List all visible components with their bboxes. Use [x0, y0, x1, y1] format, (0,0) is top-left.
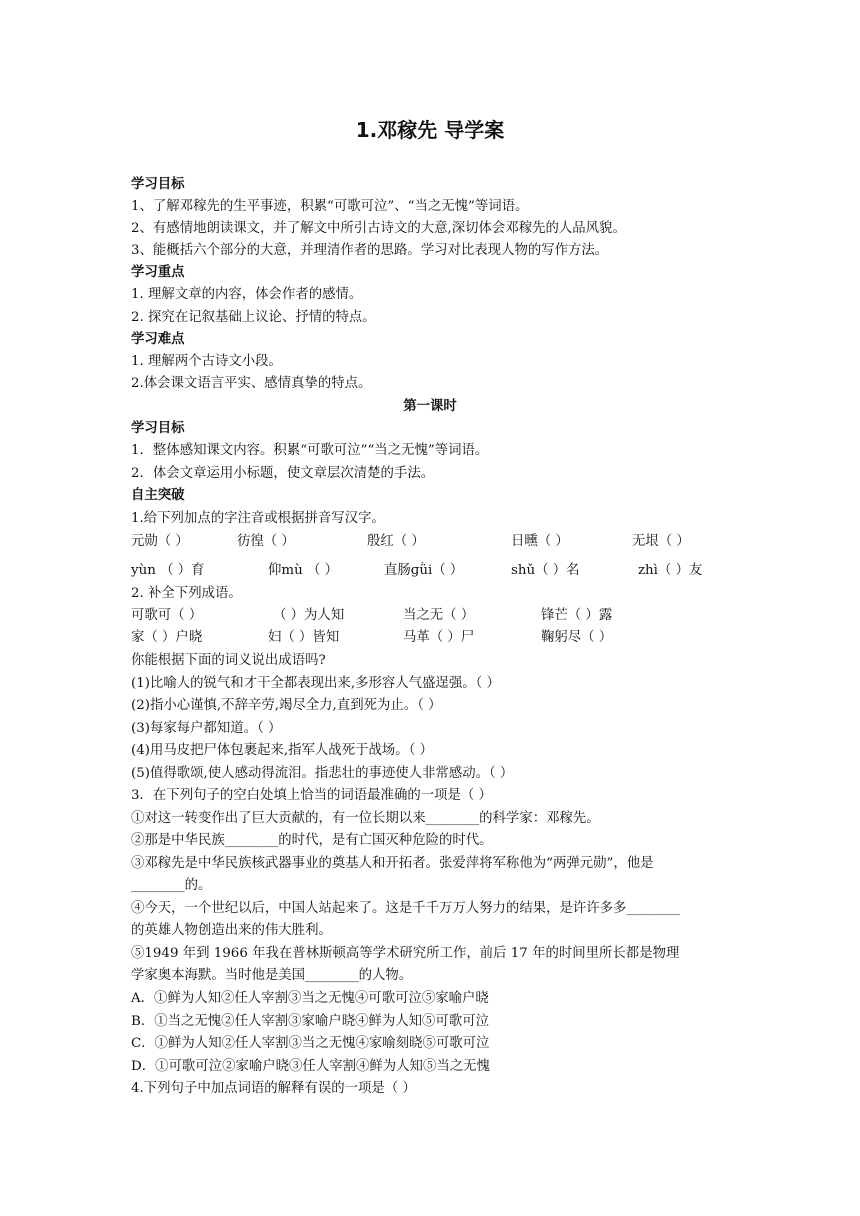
pinyin-item: 无垠（ ） — [632, 534, 690, 549]
self-heading: 自主突破 — [131, 488, 185, 503]
definition-line: (4)用马皮把尸体包裹起来,指军人战死于战场。（ ） — [131, 743, 433, 758]
page-title: 1.邓稼先 导学案 — [355, 118, 505, 142]
difficult-point: 2.体会课文语言平实、感情真挚的特点。 — [131, 376, 372, 391]
q3-item: ②那是中华民族________的时代，是有亡国灭种危险的时代。 — [131, 833, 493, 848]
option-b: B．①当之无愧②任人宰割③家喻户晓④鲜为人知⑤可歌可泣 — [131, 1014, 489, 1029]
goal-line: 3、能概括六个部分的大意，并理清作者的思路。学习对比表现人物的写作方法。 — [131, 243, 609, 258]
key-point: 2. 探究在记叙基础上议论、抒情的特点。 — [131, 310, 376, 325]
pinyin-item: yùn （ ）育 — [131, 563, 205, 578]
goal-line: 1、了解邓稼先的生平事迹，积累“可歌可泣”、“当之无愧”等词语。 — [131, 199, 529, 214]
question-2: 2. 补全下列成语。 — [131, 586, 242, 601]
idiom-item: 可歌可（ ） — [131, 608, 203, 623]
key-point: 1. 理解文章的内容，体会作者的感情。 — [131, 287, 363, 302]
definition-line: (2)指小心谨慎,不辞辛劳,竭尽全力,直到死为止。（ ） — [131, 698, 442, 713]
option-d: D．①可歌可泣②家喻户晓③任人宰割④鲜为人知⑤当之无愧 — [131, 1059, 490, 1074]
lesson-heading: 第一课时 — [403, 399, 457, 414]
question-4: 4.下列句子中加点词语的解释有误的一项是（ ） — [131, 1081, 416, 1096]
option-a: A．①鲜为人知②任人宰割③当之无愧④可歌可泣⑤家喻户晓 — [131, 991, 489, 1006]
definition-line: (5)值得歌颂,使人感动得流泪。指悲壮的事迹使人非常感动。（ ） — [131, 766, 514, 781]
q3-item: ①对这一转变作出了巨大贡献的，有一位长期以来________的科学家：邓稼先。 — [131, 811, 600, 826]
q3-item: ④今天，一个世纪以后，中国人站起来了。这是千千万万人努力的结果，是许许多多________ — [131, 901, 681, 916]
pinyin-item: shǔ（ ）名 — [511, 563, 580, 578]
q3-item: 学家奥本海默。当时他是美国________的人物。 — [131, 968, 413, 983]
definition-line: (1)比喻人的锐气和才干全都表现出来,多形容人气盛逞强。（ ） — [131, 676, 500, 691]
pinyin-item: 殷红（ ） — [367, 534, 425, 549]
q3-item: ________的。 — [131, 878, 212, 893]
q3-item: 的英雄人物创造出来的伟大胜利。 — [131, 923, 332, 938]
lesson-goals-heading: 学习目标 — [131, 421, 185, 436]
pinyin-item: 直肠ɡǜi（ ） — [384, 563, 464, 578]
option-c: C．①鲜为人知②任人宰割③当之无愧④家喻刻晓⑤可歌可泣 — [131, 1036, 490, 1051]
definition-line: (3)每家每户都知道。（ ） — [131, 721, 282, 736]
goals-heading: 学习目标 — [131, 177, 185, 192]
pinyin-item: zhì（ ）友 — [638, 563, 703, 578]
pinyin-item: 元勋（ ） — [131, 534, 189, 549]
question-3: 3．在下列句子的空白处填上恰当的词语最准确的一项是（ ） — [131, 788, 492, 803]
pinyin-item: 日曛（ ） — [511, 534, 569, 549]
idiom-item: 妇（ ）皆知 — [268, 630, 340, 645]
goal-line: 2、有感情地朗读课文，并了解文中所引古诗文的大意,深切体会邓稼先的人品风貌。 — [131, 221, 626, 236]
pinyin-item: 彷徨（ ） — [237, 534, 295, 549]
lesson-goal: 1．整体感知课文内容。积累“可歌可泣”“当之无愧”等词语。 — [131, 443, 489, 458]
q3-item: ⑤1949 年到 1966 年我在普林斯顿高等学术研究所工作，前后 17 年的时间里所长都是物理 — [131, 946, 680, 961]
q3-item: ③邓稼先是中华民族核武器事业的奠基人和开拓者。张爱萍将军称他为“两弹元勋”，他是 — [131, 856, 654, 871]
idiom-item: 马革（ ）尸 — [403, 630, 475, 645]
idiom-item: （ ）为人知 — [273, 608, 345, 623]
key-heading: 学习重点 — [131, 265, 185, 280]
idiom-item: 当之无（ ） — [403, 608, 475, 623]
difficult-heading: 学习难点 — [131, 332, 185, 347]
question-1: 1.给下列加点的字注音或根据拼音写汉字。 — [131, 511, 385, 526]
question-2b: 你能根据下面的词义说出成语吗? — [131, 653, 326, 668]
difficult-point: 1. 理解两个古诗文小段。 — [131, 354, 282, 369]
lesson-goal: 2．体会文章运用小标题，使文章层次清楚的手法。 — [131, 466, 435, 481]
idiom-item: 家（ ）户晓 — [131, 630, 203, 645]
idiom-item: 锋芒（ ）露 — [541, 608, 613, 623]
idiom-item: 鞠躬尽（ ） — [541, 630, 613, 645]
pinyin-item: 仰mù （ ） — [268, 563, 339, 578]
